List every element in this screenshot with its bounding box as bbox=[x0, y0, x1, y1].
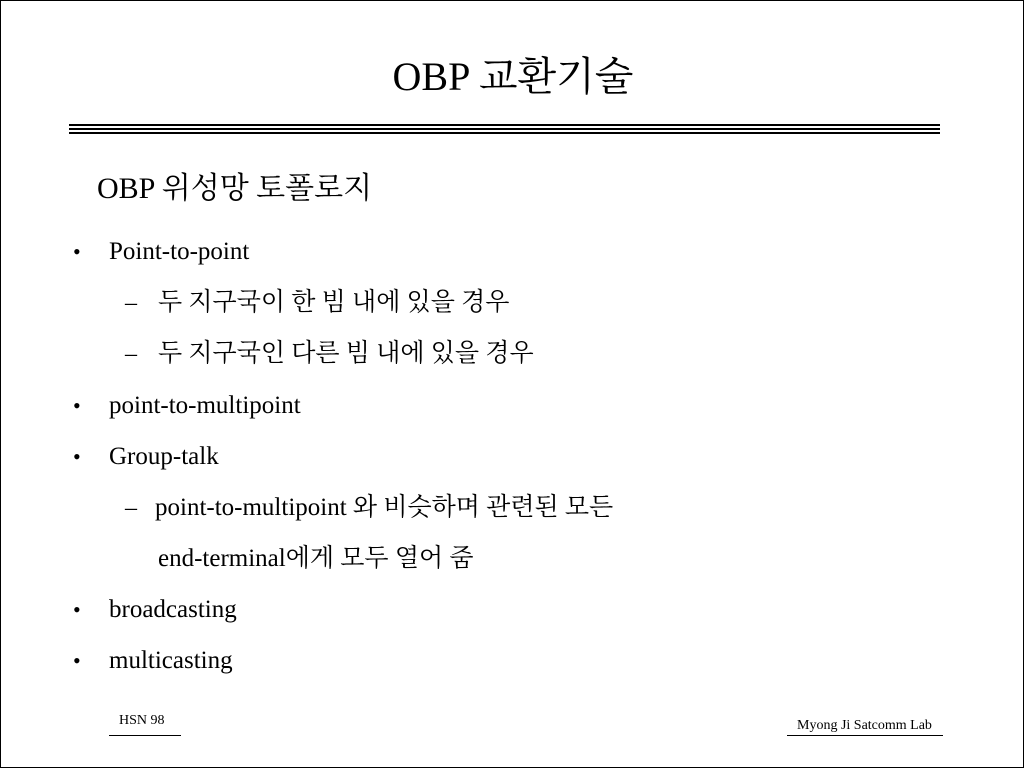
bullet-icon: • bbox=[73, 239, 81, 264]
list-item: broadcasting bbox=[109, 596, 237, 623]
sub-list-item-continuation: end-terminal에게 모두 열어 줌 bbox=[158, 545, 474, 572]
footer-right-text: Myong Ji Satcomm Lab bbox=[797, 718, 932, 733]
footer-left-rule bbox=[109, 735, 181, 736]
bullet-icon: • bbox=[73, 597, 81, 622]
list-item: Point-to-point bbox=[109, 238, 250, 265]
slide-title: OBP 교환기술 bbox=[392, 54, 634, 99]
slide-subtitle: OBP 위성망 토폴로지 bbox=[97, 172, 373, 205]
sub-list-item: point-to-multipoint 와 비슷하며 관련된 모든 bbox=[155, 494, 614, 521]
title-rule-1 bbox=[69, 124, 940, 126]
dash-icon: – bbox=[125, 495, 137, 521]
bullet-icon: • bbox=[73, 393, 81, 418]
footer-right-rule bbox=[787, 735, 943, 736]
bullet-icon: • bbox=[73, 648, 81, 673]
list-item: Group-talk bbox=[109, 443, 219, 470]
title-rule-3 bbox=[69, 132, 940, 134]
list-item: point-to-multipoint bbox=[109, 392, 301, 419]
title-rule-2 bbox=[69, 128, 940, 130]
dash-icon: – bbox=[125, 290, 137, 316]
sub-list-item: 두 지구국인 다른 빔 내에 있을 경우 bbox=[158, 340, 534, 367]
dash-icon: – bbox=[125, 341, 137, 367]
sub-list-item: 두 지구국이 한 빔 내에 있을 경우 bbox=[158, 289, 510, 316]
list-item: multicasting bbox=[109, 647, 233, 674]
footer-left-text: HSN 98 bbox=[119, 713, 165, 728]
bullet-icon: • bbox=[73, 444, 81, 469]
